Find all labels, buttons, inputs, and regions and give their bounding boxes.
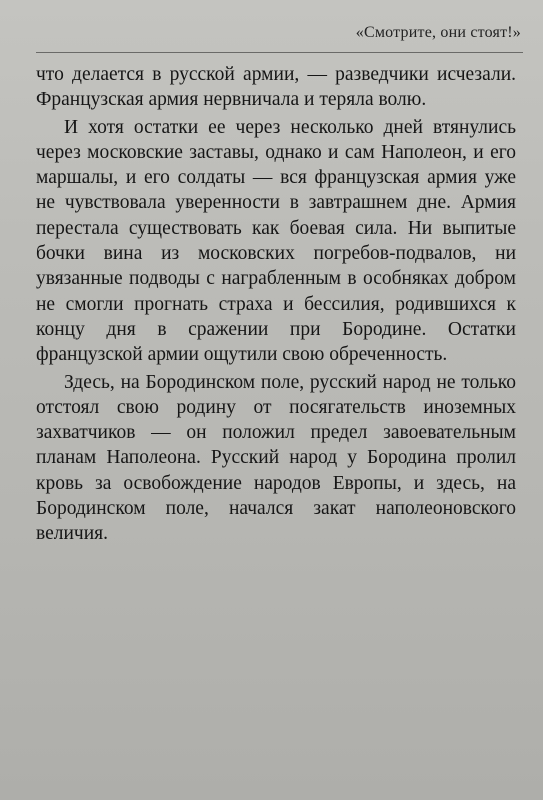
paragraph-2: И хотя остатки ее через несколько дней втянулись через московские заставы, однако и сам Наполеон, и его маршалы, и его солдаты — вся французская армия уже не чувствовала уверенности в завтрашнем дне. Армия перестала существовать как боевая сила. Ни выпитые бочки вина из московских погребов-подвалов, ни увязанные подводы с награбленным в особняках добром не смогли прогнать страха и бессилия, родившихся к концу дня в сражении при Бородине. Остатки французской армии ощутили свою обреченность. [36, 116, 516, 366]
paragraph-1: что делается в русской армии, — разведчики исчезали. Французская армия нервничала и теряла волю. [36, 64, 516, 111]
header-rule [36, 52, 523, 53]
running-header: «Смотрите, они стоят!» [355, 24, 521, 41]
paragraph-3: Здесь, на Бородинском поле, русский народ не только отстоял свою родину от посягательств иноземных захватчиков — он положил предел завоевательным планам Наполеона. Русский народ у Бородина пролил кровь за освобождение народов Европы, и здесь, на Бородинском поле, начался закат наполеоновского величия. [36, 371, 516, 545]
body-text [36, 62, 516, 547]
